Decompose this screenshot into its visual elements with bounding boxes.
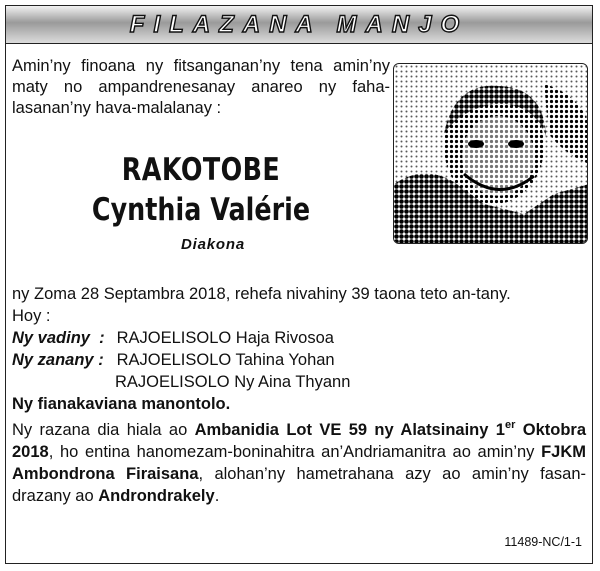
- obituary-body: [12, 283, 586, 507]
- children-row: [12, 349, 586, 371]
- spouse-name: RAJOELISOLO Haja Rivosoa: [116, 329, 334, 347]
- spouse-row: [12, 327, 586, 349]
- funeral-paragraph: [12, 419, 586, 507]
- spouse-label: Ny vadiny: [12, 329, 90, 347]
- funeral-place-1: Ambanidia Lot VE 59 ny Alatsinainy 1: [194, 421, 505, 439]
- children-sep: :: [98, 351, 104, 369]
- funeral-church: FJKM Ambondrona Firaisana: [12, 443, 586, 483]
- children-label: Ny zanany: [12, 351, 94, 369]
- banner-title: FILAZANA MANJO: [129, 10, 469, 38]
- death-line: ny Zoma 28 Septambra 2018, rehefa nivahiny 39 taona teto an-tany.: [12, 285, 511, 303]
- portrait-photo-icon: [394, 64, 588, 244]
- banner: [6, 6, 592, 44]
- deceased-role: Diakona: [181, 236, 245, 253]
- child-name-2: RAJOELISOLO Ny Aina Thyann: [115, 373, 351, 391]
- funeral-text-1: Ny razana dia hiala ao: [12, 421, 195, 439]
- funeral-text-2: , ho entina hanomezam-boninahitra an’Andriamanitra ao amin’ny: [48, 443, 542, 461]
- funeral-text-3: , alohan’ny hametrahana azy ao amin’ny fasan-drazany ao: [12, 465, 586, 505]
- deceased-surname: RAKOTOBE: [121, 152, 281, 188]
- funeral-date: Oktobra 2018: [12, 421, 586, 461]
- funeral-sup: er: [504, 419, 516, 431]
- funeral-place-2: Androndrakely: [98, 487, 215, 505]
- child-name-1: RAJOELISOLO Tahina Yohan: [116, 351, 335, 369]
- reference-code: 11489-NC/1-1: [504, 535, 582, 549]
- funeral-text-4: .: [214, 487, 220, 505]
- family-closing: Ny fianakaviana manontolo.: [12, 395, 231, 413]
- spouse-sep: :: [99, 329, 105, 347]
- deceased-given-names: Cynthia Valérie: [91, 192, 311, 228]
- intro-text: Amin’ny finoana ny fitsanganan’ny tena amin’ny maty no ampandrenesanay anareo ny faha-lasanan’ny hava-malalanay :: [12, 57, 390, 117]
- portrait-photo: [393, 63, 588, 244]
- hoy-label: Hoy :: [12, 307, 51, 325]
- obituary-frame: [5, 5, 593, 564]
